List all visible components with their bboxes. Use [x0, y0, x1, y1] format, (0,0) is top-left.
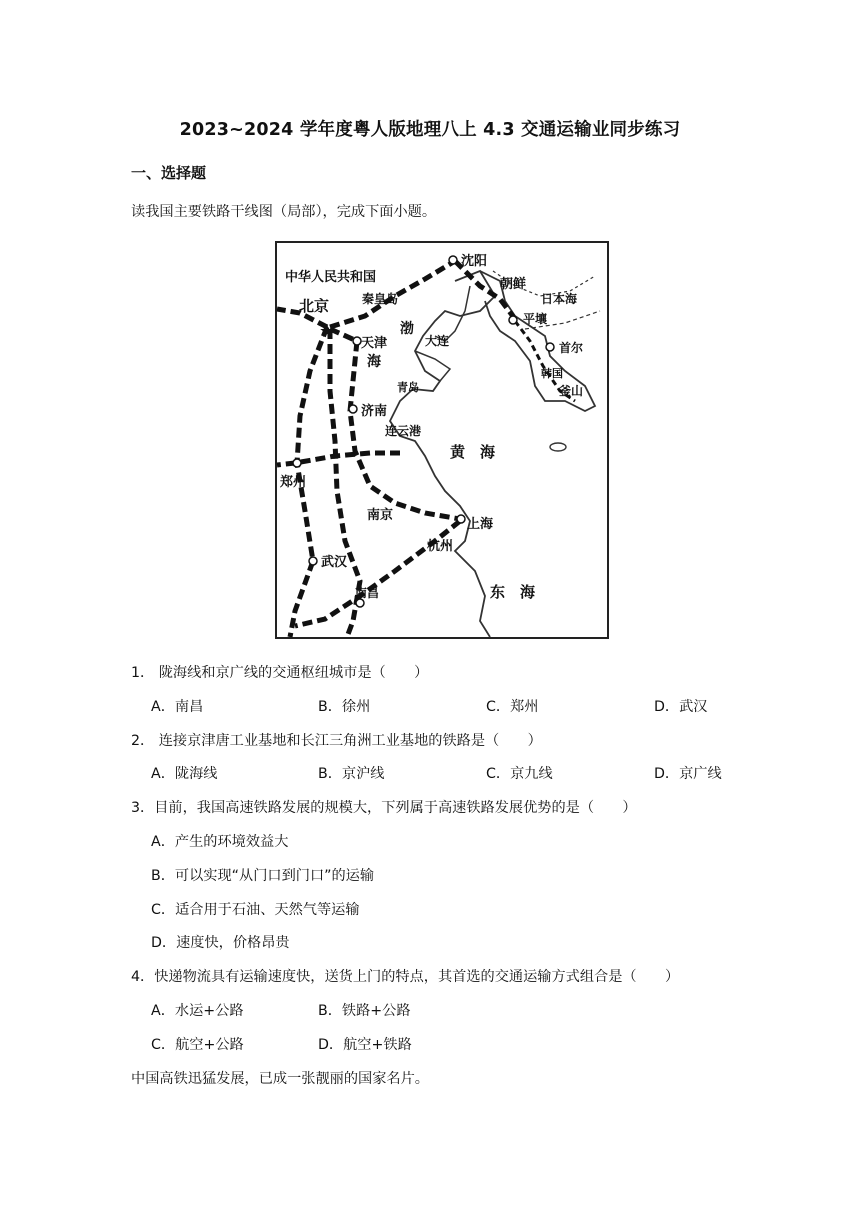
map-label-bohai-1: 渤 [400, 321, 414, 337]
map-label-zhengzhou: 郑州 [280, 475, 307, 490]
city-marker-jinan [349, 405, 357, 413]
intro-text: 读我国主要铁路干线图（局部），完成下面小题。 [131, 204, 437, 220]
map-label-korea-south: 韩国 [541, 367, 563, 380]
map-label-japan-sea: 日本海 [541, 292, 578, 306]
map-label-beijing: 北京 [299, 297, 330, 315]
city-marker-shenyang [449, 256, 457, 264]
map-label-nanchang: 南昌 [355, 586, 380, 600]
map-label-bohai-2: 海 [367, 354, 381, 370]
map-label-korea-north: 朝鲜 [500, 277, 527, 292]
city-marker-wuhan [309, 557, 317, 565]
map-label-busan: 釜山 [559, 384, 584, 398]
map-label-wuhan: 武汉 [321, 555, 348, 570]
section-heading: 一、选择题 [131, 164, 207, 182]
city-marker-pyongyang [509, 316, 517, 324]
map-label-dalian: 大连 [425, 334, 450, 348]
city-marker-nanchang [356, 599, 364, 607]
city-marker-zhengzhou [293, 459, 301, 467]
question-2-stem: 2． 连接京津唐工业基地和长江三角洲工业基地的铁路是（ ） [131, 733, 542, 749]
map-label-qinhuangdao: 秦皇岛 [362, 292, 399, 306]
q3-option-d[interactable]: D．速度快，价格昂贵 [151, 935, 290, 951]
map-label-qingdao: 青岛 [397, 381, 419, 394]
city-marker-seoul [546, 343, 554, 351]
question-4-stem: 4．快递物流具有运输速度快，送货上门的特点，其首选的交通运输方式组合是（ ） [131, 969, 680, 985]
map-label-lianyungang: 连云港 [385, 424, 422, 438]
closing-text: 中国高铁迅猛发展，已成一张靓丽的国家名片。 [131, 1071, 429, 1087]
q4-option-c[interactable]: C．航空+公路 [151, 1037, 244, 1053]
map-label-yellow-sea: 黄 海 [450, 443, 496, 461]
map-label-hangzhou: 杭州 [427, 539, 454, 554]
city-marker-tianjin [353, 337, 361, 345]
q4-option-a[interactable]: A．水运+公路 [151, 1003, 244, 1019]
capital-star-icon: ★ [319, 321, 336, 342]
map-label-shenyang: 沈阳 [461, 254, 488, 269]
document-title: 2023~2024 学年度粤人版地理八上 4.3 交通运输业同步练习 [179, 120, 681, 140]
q1-option-d[interactable]: D．武汉 [654, 699, 708, 715]
q1-option-c[interactable]: C．郑州 [486, 699, 539, 715]
q2-option-c[interactable]: C．京九线 [486, 766, 553, 782]
q2-option-b[interactable]: B．京沪线 [318, 766, 385, 782]
question-3-stem: 3．目前，我国高速铁路发展的规模大，下列属于高速铁路发展优势的是（ ） [131, 800, 637, 816]
q1-option-a[interactable]: A．南昌 [151, 699, 204, 715]
map-label-seoul: 首尔 [559, 341, 584, 355]
q2-option-a[interactable]: A．陇海线 [151, 766, 218, 782]
map-label-east-sea: 东 海 [490, 583, 536, 601]
map-label-nanjing: 南京 [367, 508, 394, 523]
q3-option-a[interactable]: A．产生的环境效益大 [151, 834, 289, 850]
map-label-tianjin: 天津 [361, 336, 388, 351]
q4-option-d[interactable]: D．航空+铁路 [318, 1037, 412, 1053]
q4-option-b[interactable]: B．铁路+公路 [318, 1003, 411, 1019]
railway-map [275, 241, 609, 639]
q1-option-b[interactable]: B．徐州 [318, 699, 371, 715]
question-1-stem: 1． 陇海线和京广线的交通枢纽城市是（ ） [131, 665, 429, 681]
q3-option-b[interactable]: B．可以实现“从门口到门口”的运输 [151, 868, 375, 884]
q2-option-d[interactable]: D．京广线 [654, 766, 722, 782]
map-label-shanghai: 上海 [467, 517, 494, 532]
q3-option-c[interactable]: C．适合用于石油、天然气等运输 [151, 902, 360, 918]
map-label-pyongyang: 平壤 [523, 312, 548, 326]
map-label-jinan: 济南 [361, 404, 388, 419]
city-marker-shanghai [457, 515, 465, 523]
map-country-label: 中华人民共和国 [285, 270, 377, 285]
